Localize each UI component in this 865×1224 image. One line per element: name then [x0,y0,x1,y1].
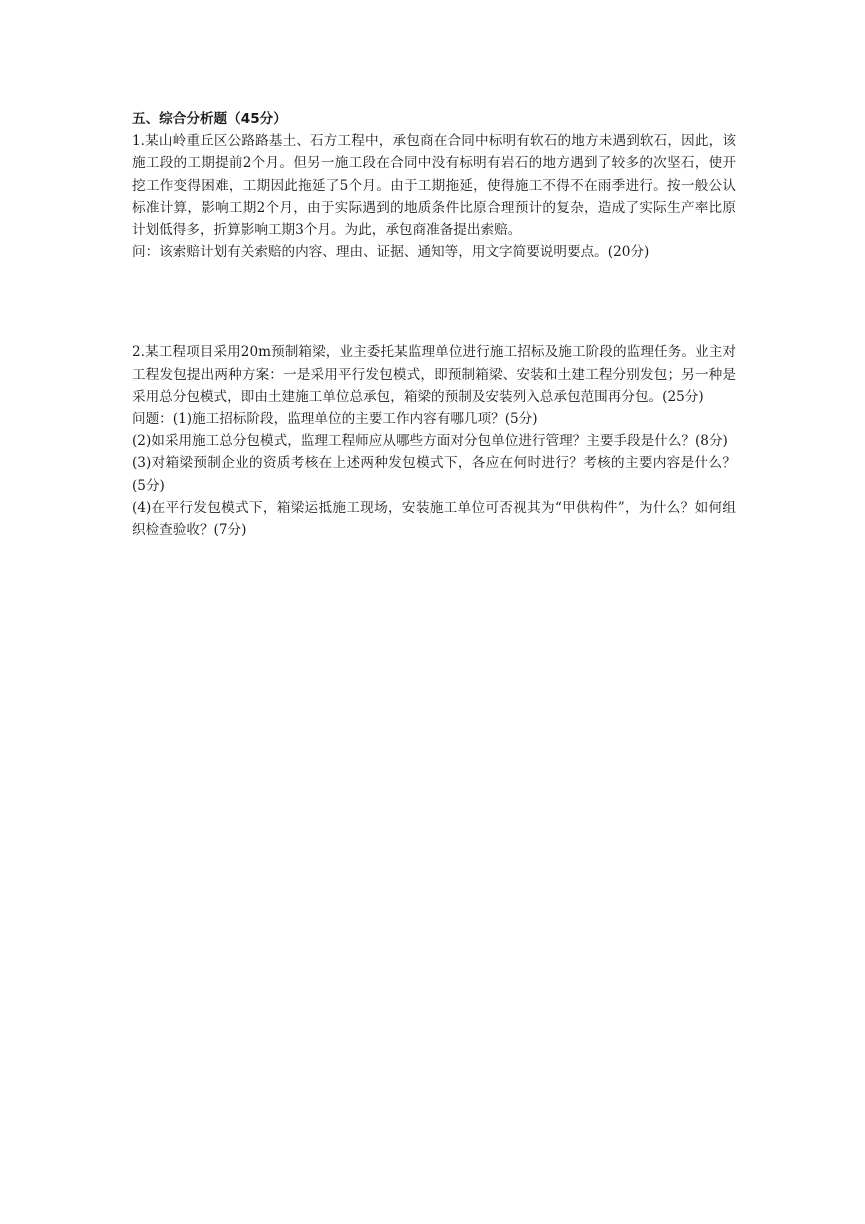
question-2-sub-1: 问题：(1)施工招标阶段，监理单位的主要工作内容有哪几项？(5分) [132,411,538,428]
question-2-sub-4: (4)在平行发包模式下，箱梁运抵施工现场，安装施工单位可否视其为“甲供构件”，为什么？如何组织检查验收？(7分) [132,499,736,539]
question-1-body: 1.某山岭重丘区公路路基土、石方工程中，承包商在合同中标明有软石的地方未遇到软石，因此，该施工段的工期提前2个月。但另一施工段在合同中没有标明有岩石的地方遇到了较多的次坚石，使开挖工作变得困难，工期因此拖延了5个月。由于工期拖延，使得施工不得不在雨季进行。按一般公认标准计算，影响工期2个月，由于实际遇到的地质条件比原合理预计的复杂，造成了实际生产率比原计划低得多，折算影响工期3个月。为此，承包商准备提出索赔。 [132,133,736,239]
question-2-sub-3: (3)对箱梁预制企业的资质考核在上述两种发包模式下，各应在何时进行？考核的主要内容是什么？(5分) [132,455,736,494]
document-page [132,108,736,541]
question-1-prompt: 问：该索赔计划有关索赔的内容、理由、证据、通知等，用文字简要说明要点。(20分) [132,244,650,261]
section-title: 五、综合分析题（45分） [132,111,287,127]
question-2-body: 2.某工程项目采用20m预制箱梁，业主委托某监理单位进行施工招标及施工阶段的监理任务。业主对工程发包提出两种方案：一是采用平行发包模式，即预制箱梁、安装和土建工程分别发包；另一种是采用总分包模式，即由土建施工单位总承包，箱梁的预制及安装列入总承包范围再分包。(25分) [132,344,736,405]
question-2-sub-2: (2)如采用施工总分包模式，监理工程师应从哪些方面对分包单位进行管理？主要手段是什么？(8分) [132,433,728,450]
answer-space [132,263,736,341]
